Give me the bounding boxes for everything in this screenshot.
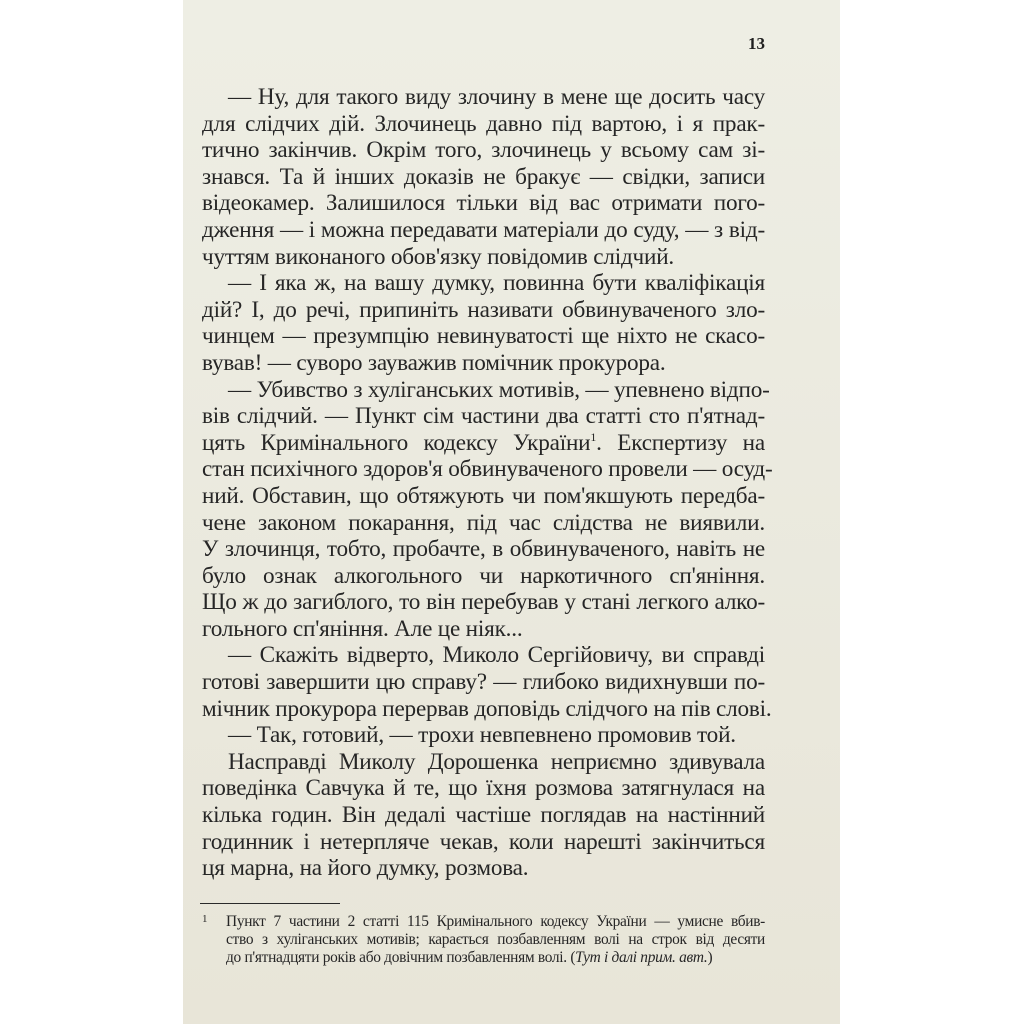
text-line: тично закінчив. Окрім того, злочинець у всьому сам зі- bbox=[202, 137, 765, 164]
footnote-closing: ) bbox=[707, 949, 713, 966]
text-line: — Ну, для такого виду злочину в мене ще досить часу bbox=[228, 84, 765, 110]
text-line-with-footnote bbox=[202, 430, 765, 457]
text-line: готові завершити цю справу? — глибоко видихнувши по- bbox=[202, 669, 765, 696]
text-line: знався. Та й інших доказів не бракує — свідки, записи bbox=[202, 163, 765, 190]
footnote bbox=[202, 913, 765, 967]
text-line: чинцем — презумпцію невинуватості ще ніхто не скасо- bbox=[202, 323, 765, 350]
text-line: для слідчих дій. Злочинець давно під вартою, і я прак- bbox=[202, 110, 765, 137]
footnote-line: Пункт 7 частини 2 статті 115 Кримінального кодексу України — умисне вбив- bbox=[226, 913, 765, 930]
book-page bbox=[183, 0, 840, 1024]
text-line: — Так, готовий, — трохи невпевнено промовив той. bbox=[228, 722, 736, 749]
text-line: чуттям виконаного обов'язку повідомив слідчий. bbox=[202, 243, 675, 270]
text-line: — І яка ж, на вашу думку, повинна бути кваліфікація bbox=[228, 270, 765, 297]
text-line: дій? І, до речі, припиніть називати обвинуваченого зло- bbox=[202, 296, 765, 323]
footnote-line: ство з хуліганських мотивів; карається позбавленням волі на строк від десяти bbox=[226, 931, 765, 948]
text-fragment: цять Кримінального кодексу України bbox=[202, 429, 591, 456]
text-line: ця марна, на його думку, розмова. bbox=[202, 855, 529, 882]
text-line: Насправді Миколу Дорошенка неприємно здивувала bbox=[228, 748, 765, 775]
text-line: було ознак алкогольного чи наркотичного сп'яніння. bbox=[202, 562, 765, 589]
text-line: кілька годин. Він дедалі частіше поглядав на настінний bbox=[202, 802, 765, 829]
footnote-separator bbox=[200, 903, 340, 904]
text-line: стан психічного здоров'я обвинуваченого провели — осуд- bbox=[202, 456, 773, 483]
text-fragment: . Експертизу на bbox=[596, 429, 765, 456]
footnote-number: 1 bbox=[202, 913, 208, 925]
text-line: чене законом покарання, під час слідства не виявили. bbox=[202, 509, 765, 536]
footnote-author-note: Тут і далі прим. авт. bbox=[575, 949, 708, 966]
text-line: — Убивство з хуліганських мотивів, — упевнено відпо- bbox=[228, 376, 770, 403]
text-line: відеокамер. Залишилося тільки від вас отримати пого- bbox=[202, 190, 765, 217]
text-line: гольного сп'яніння. Але це ніяк... bbox=[202, 615, 523, 642]
page-number: 13 bbox=[748, 34, 765, 53]
text-line: Що ж до загиблого, то він перебував у стані легкого алко- bbox=[202, 589, 765, 616]
text-line: вував! — суворо зауважив помічник прокурора. bbox=[202, 349, 666, 376]
text-line: мічник прокурора перервав доповідь слідчого на пів слові. bbox=[202, 695, 772, 722]
body-text bbox=[202, 84, 773, 882]
text-line: — Скажіть відверто, Миколо Сергійовичу, ви справді bbox=[228, 642, 765, 669]
text-line: У злочинця, тобто, пробачте, в обвинуваченого, навіть не bbox=[202, 536, 765, 563]
footnote-body bbox=[226, 913, 765, 967]
text-line: дження — і можна передавати матеріали до суду, — з від- bbox=[202, 216, 765, 243]
footnote-line-last bbox=[226, 949, 765, 967]
footnote-reference[interactable]: 1 bbox=[590, 429, 597, 444]
footnote-text: до п'ятнадцяти років або довічним позбавленням волі. ( bbox=[226, 949, 576, 966]
text-line: ний. Обставин, що обтяжують чи пом'якшують передба- bbox=[202, 482, 765, 509]
text-line: вів слідчий. — Пункт сім частини два статті сто п'ятнад- bbox=[202, 403, 765, 430]
text-line: годинник і нетерпляче чекав, коли нарешті закінчиться bbox=[202, 828, 765, 855]
text-line: поведінка Савчука й те, що їхня розмова затягнулася на bbox=[202, 775, 765, 802]
